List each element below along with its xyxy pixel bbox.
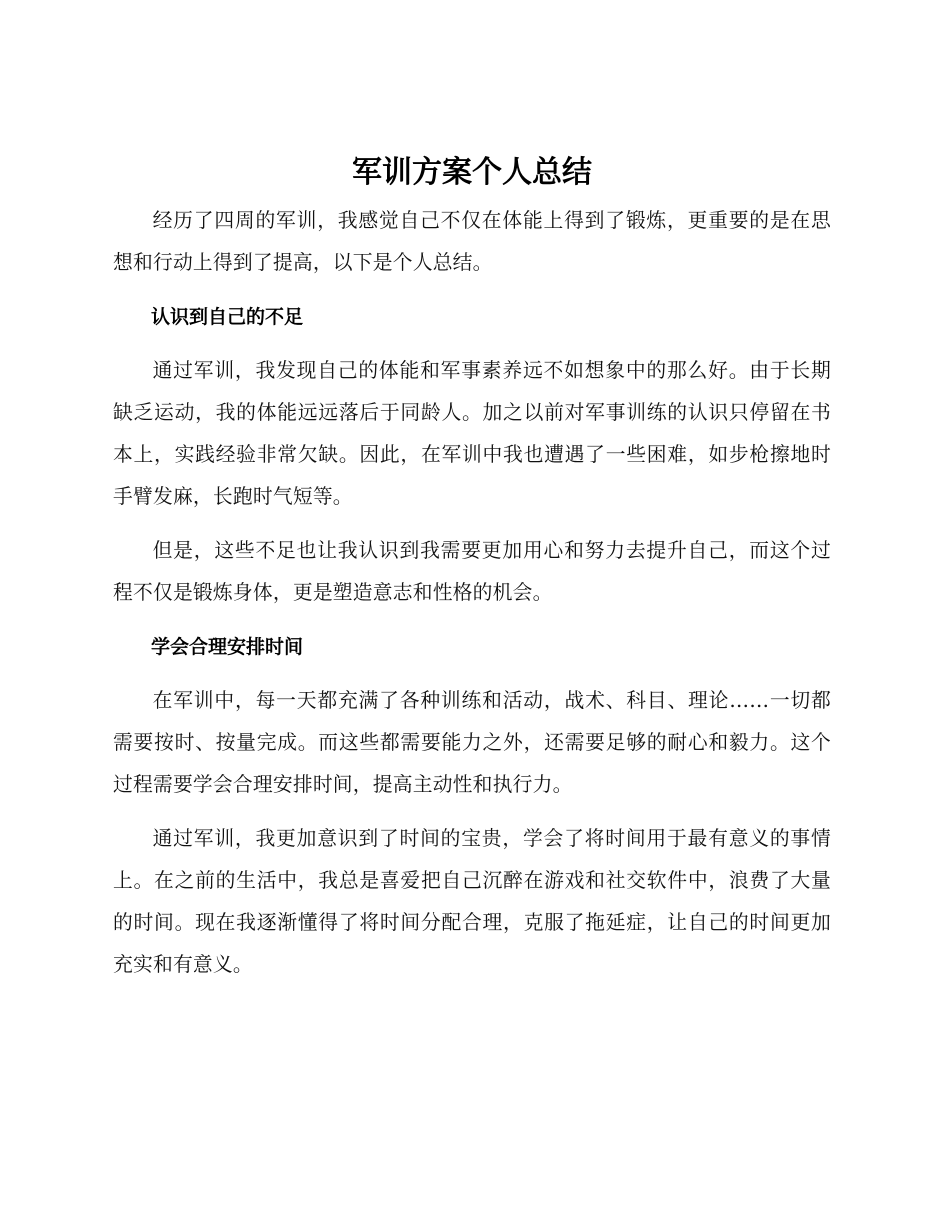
section-1-paragraph-2: 但是，这些不足也让我认识到我需要更加用心和努力去提升自己，而这个过程不仅是锻炼身体，更是塑造意志和性格的机会。 xyxy=(113,539,831,604)
section-2-paragraph-2: 通过军训，我更加意识到了时间的宝贵，学会了将时间用于最有意义的事情上。在之前的生活中，我总是喜爱把自己沉醉在游戏和社交软件中，浪费了大量的时间。现在我逐渐懂得了将时间分配合理，克服了拖延症，让自己的时间更加充实和有意义。 xyxy=(113,827,831,976)
intro-paragraph: 经历了四周的军训，我感觉自己不仅在体能上得到了锻炼，更重要的是在思想和行动上得到了提高，以下是个人总结。 xyxy=(113,209,831,274)
section-heading-time-management: 学会合理安排时间 xyxy=(151,636,304,658)
section-heading-shortcomings: 认识到自己的不足 xyxy=(151,306,304,328)
document-page xyxy=(113,146,831,986)
document-title: 军训方案个人总结 xyxy=(352,155,592,190)
section-2-paragraph-1: 在军训中，每一天都充满了各种训练和活动，战术、科目、理论……一切都需要按时、按量完成。而这些都需要能力之外，还需要足够的耐心和毅力。这个过程需要学会合理安排时间，提高主动性和执行力。 xyxy=(113,689,831,796)
section-1-paragraph-1: 通过军训，我发现自己的体能和军事素养远不如想象中的那么好。由于长期缺乏运动，我的体能远远落后于同龄人。加之以前对军事训练的认识只停留在书本上，实践经验非常欠缺。因此，在军训中我也遭遇了一些困难，如步枪擦地时手臂发麻，长跑时气短等。 xyxy=(113,359,831,508)
